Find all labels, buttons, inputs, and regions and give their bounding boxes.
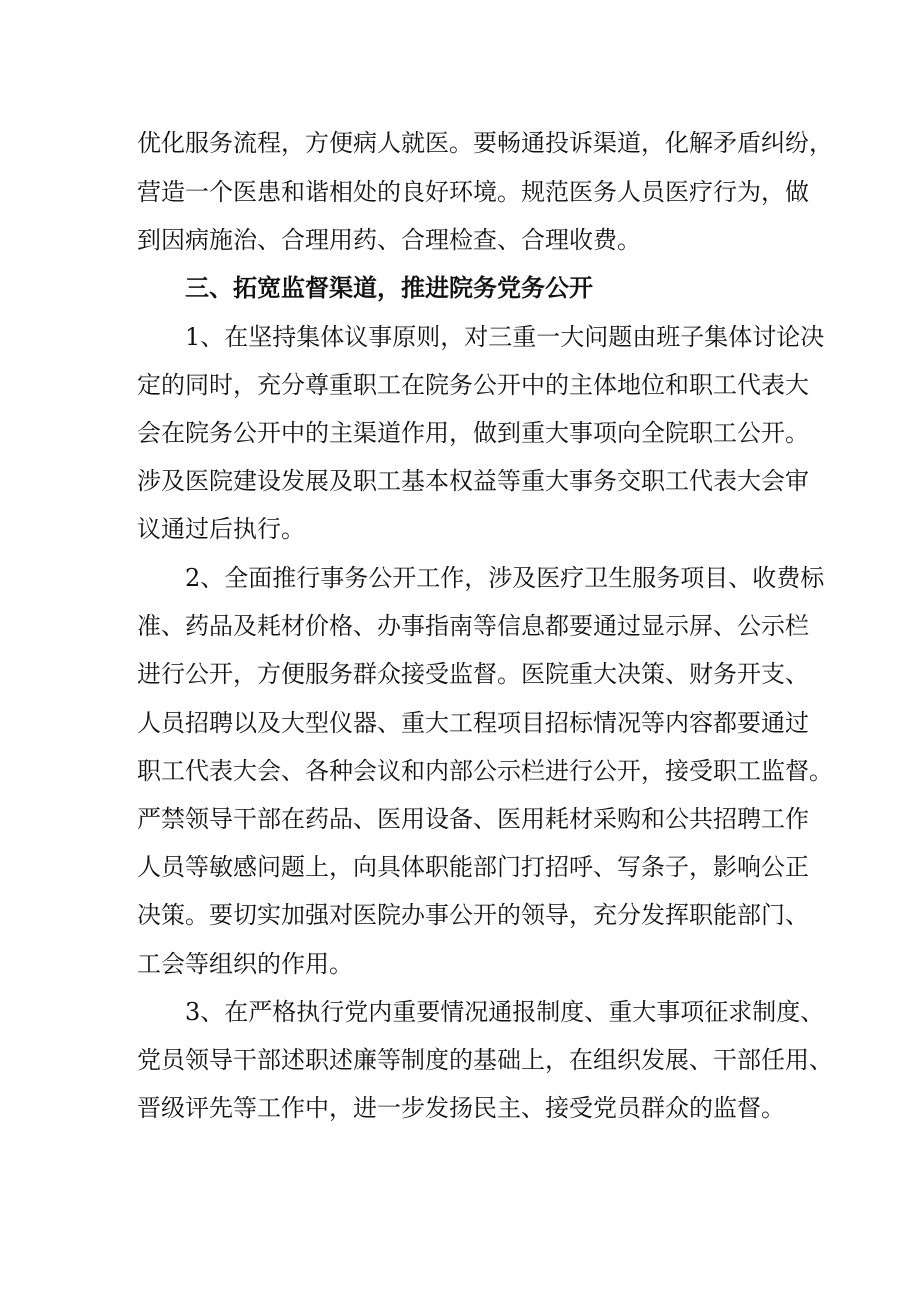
- paragraph-3-line-6: 严禁领导干部在药品、医用设备、医用耗材采购和公共招聘工作: [137, 805, 809, 833]
- paragraph-1-line-1: 优化服务流程，方便病人就医。要畅通投诉渠道，化解矛盾纠纷，: [137, 129, 833, 157]
- paragraph-1-line-3: 到因病施治、合理用药、合理检查、合理收费。: [137, 226, 641, 254]
- section-heading: 三、拓宽监督渠道，推进院务党务公开: [185, 274, 593, 302]
- paragraph-3-line-1: 2、全面推行事务公开工作，涉及医疗卫生服务项目、收费标: [185, 564, 825, 592]
- paragraph-2-line-3: 会在院务公开中的主渠道作用，做到重大事项向全院职工公开。: [137, 419, 809, 447]
- paragraph-2-line-5: 议通过后执行。: [137, 515, 305, 543]
- paragraph-2-line-2: 定的同时，充分尊重职工在院务公开中的主体地位和职工代表大: [137, 371, 809, 399]
- paragraph-2-line-4: 涉及医院建设发展及职工基本权益等重大事务交职工代表大会审: [137, 467, 809, 495]
- paragraph-3-line-9: 工会等组织的作用。: [137, 950, 353, 978]
- paragraph-4-line-3: 晋级评先等工作中，进一步发扬民主、接受党员群众的监督。: [137, 1094, 785, 1122]
- paragraph-3-line-2: 准、药品及耗材价格、办事指南等信息都要通过显示屏、公示栏: [137, 612, 809, 640]
- paragraph-3-line-8: 决策。要切实加强对医院办事公开的领导，充分发挥职能部门、: [137, 901, 809, 929]
- paragraph-4-line-1: 3、在严格执行党内重要情况通报制度、重大事项征求制度、: [185, 998, 825, 1026]
- paragraph-3-line-7: 人员等敏感问题上，向具体职能部门打招呼、写条子，影响公正: [137, 853, 809, 881]
- paragraph-2-line-1: 1、在坚持集体议事原则，对三重一大问题由班子集体讨论决: [185, 323, 825, 351]
- paragraph-3-line-3: 进行公开，方便服务群众接受监督。医院重大决策、财务开支、: [137, 660, 809, 688]
- paragraph-1-line-2: 营造一个医患和谐相处的良好环境。规范医务人员医疗行为，做: [137, 178, 809, 206]
- paragraph-3-line-5: 职工代表大会、各种会议和内部公示栏进行公开，接受职工监督。: [137, 757, 833, 785]
- paragraph-3-line-4: 人员招聘以及大型仪器、重大工程项目招标情况等内容都要通过: [137, 709, 809, 737]
- paragraph-4-line-2: 党员领导干部述职述廉等制度的基础上，在组织发展、干部任用、: [137, 1046, 833, 1074]
